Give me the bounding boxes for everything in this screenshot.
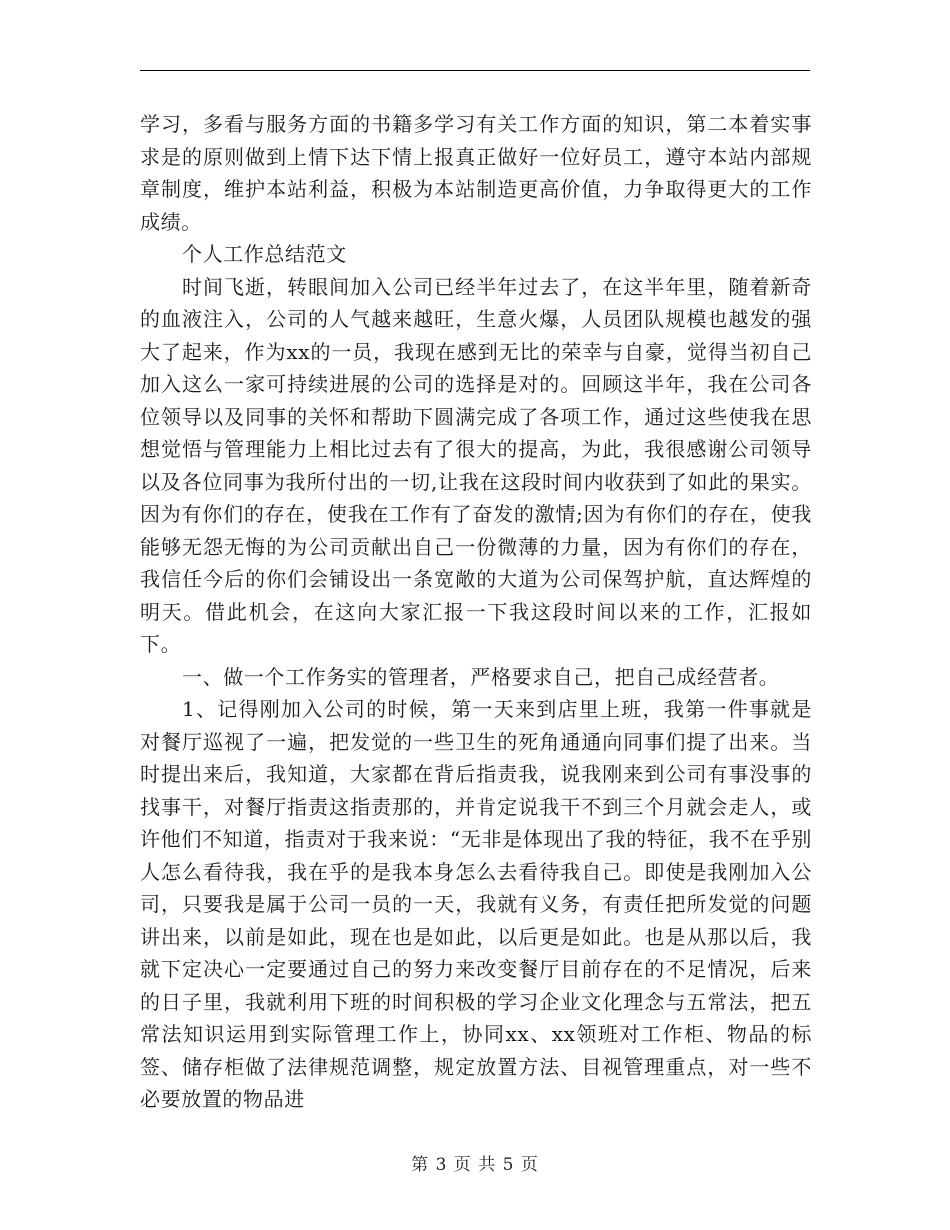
subheading: 一、做一个工作务实的管理者，严格要求自己，把自己成经营者。 [182, 664, 780, 689]
section-heading: 个人工作总结范文 [182, 242, 347, 266]
document-body [140, 108, 812, 1116]
paragraph-2: 时间飞逝，转眼间加入公司已经半年过去了，在这半年里，随着新奇的血液注入，公司的人气越来越旺，生意火爆，人员团队规模也越发的强大了起来，作为xx的一员，我现在感到无比的荣幸与自豪，觉得当初自己加入这么一家可持续进展的公司的选择是对的。回顾这半年，我在公司各位领导以及同事的关怀和帮助下圆满完成了各项工作，通过这些使我在思想觉悟与管理能力上相比过去有了很大的提高，为此，我很感谢公司领导以及各位同事为我所付出的一切,让我在这段时间内收获到了如此的果实。因为有你们的存在，使我在工作有了奋发的激情;因为有你们的存在，使我能够无怨无悔的为公司贡献出自己一份微薄的力量，因为有你们的存在，我信任今后的你们会铺设出一条宽敞的大道为公司保驾护航，直达辉煌的明天。借此机会，在这向大家汇报一下我这段时间以来的工作，汇报如下。 [140, 274, 812, 656]
paragraph-3: 1、记得刚加入公司的时候，第一天来到店里上班，我第一件事就是对餐厅巡视了一遍，把发觉的一些卫生的死角通通向同事们提了出来。当时提出来后，我知道，大家都在背后指责我，说我刚来到公司有事没事的找事干，对餐厅指责这指责那的，并肯定说我干不到三个月就会走人，或许他们不知道，指责对于我来说：“无非是体现出了我的特征，我不在乎别人怎么看待我，我在乎的是我本身怎么去看待我自己。即使是我刚加入公司，只要我是属于公司一员的一天，我就有义务，有责任把所发觉的问题讲出来，以前是如此，现在也是如此，以后更是如此。也是从那以后，我就下定决心一定要通过自己的努力来改变餐厅目前存在的不足情况，后来的日子里，我就利用下班的时间积极的学习企业文化理念与五常法，把五常法知识运用到实际管理工作上，协同xx、xx领班对工作柜、物品的标签、储存柜做了法律规范调整，规定放置方法、目视管理重点，对一些不必要放置的物品进 [140, 697, 812, 1111]
paragraph-1: 学习，多看与服务方面的书籍多学习有关工作方面的知识，第二本着实事求是的原则做到上情下达下情上报真正做好一位好员工，遵守本站内部规章制度，维护本站利益，积极为本站制造更高价值，力争取得更大的工作成绩。 [140, 112, 812, 234]
header-rule [140, 70, 810, 71]
page-footer: 第 3 页 共 5 页 [411, 1155, 539, 1175]
